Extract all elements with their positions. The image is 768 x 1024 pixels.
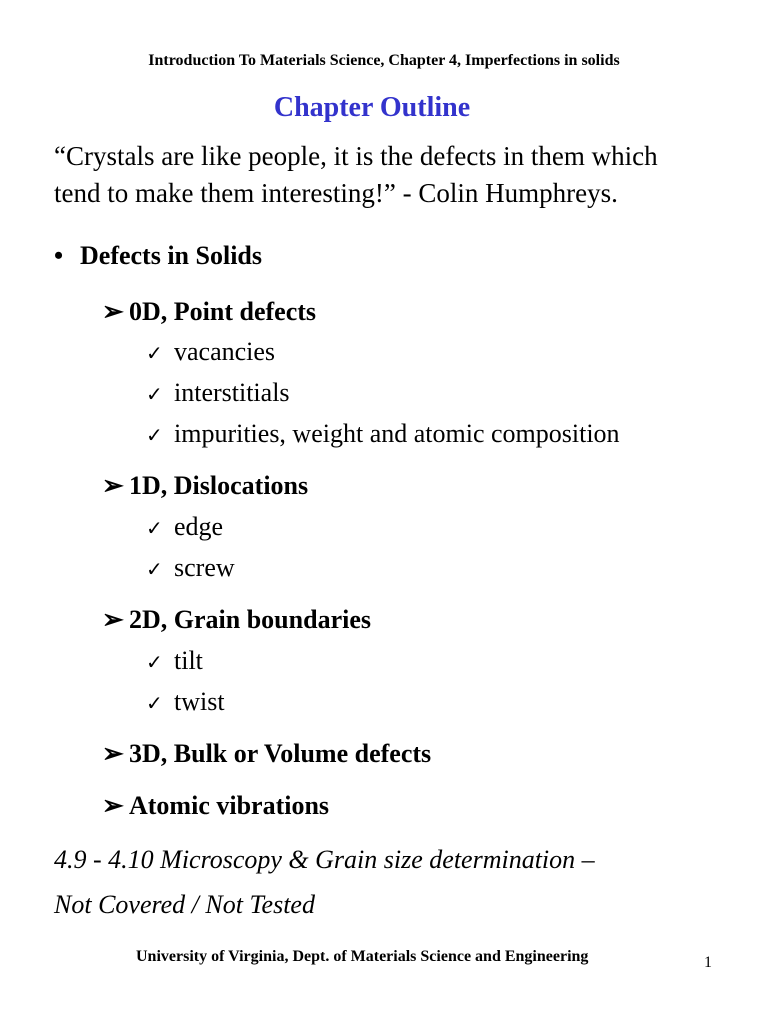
quote-line-1: “Crystals are like people, it is the defects in them which [54, 141, 658, 171]
list-item-label: impurities, weight and atomic composition [174, 419, 620, 448]
list-item-label: interstitials [174, 378, 290, 407]
list-item [146, 511, 223, 544]
list-item [146, 645, 203, 678]
page-title: Chapter Outline [273, 92, 471, 123]
quote [54, 138, 744, 212]
page-header: Introduction To Materials Science, Chapter 4, Imperfections in solids [148, 52, 620, 69]
section-3d [102, 738, 431, 770]
note-line-2: Not Covered / Not Tested [54, 890, 315, 919]
list-item [146, 336, 275, 369]
note-line-1: 4.9 - 4.10 Microscopy & Grain size determination – [54, 845, 595, 874]
checkmark-icon: ✓ [146, 423, 163, 447]
arrow-bullet-icon: ➢ [102, 791, 124, 820]
quote-line-2: tend to make them interesting!” - Colin Humphreys. [54, 178, 618, 208]
list-item [146, 418, 620, 451]
section-label: 2D, Grain boundaries [129, 605, 371, 634]
list-item-label: vacancies [174, 337, 276, 366]
section-label: Atomic vibrations [129, 791, 330, 820]
section-0d [102, 296, 316, 328]
section-2d [102, 604, 371, 636]
checkmark-icon: ✓ [146, 341, 163, 365]
list-item-label: screw [174, 553, 235, 582]
arrow-bullet-icon: ➢ [102, 739, 124, 768]
section-atomic-vibrations [102, 790, 329, 822]
bullet-defects-in-solids [54, 240, 262, 272]
checkmark-icon: ✓ [146, 557, 163, 581]
list-item [146, 377, 290, 410]
checkmark-icon: ✓ [146, 650, 163, 674]
bullet-icon: • [54, 241, 64, 270]
checkmark-icon: ✓ [146, 516, 163, 540]
list-item [146, 686, 225, 719]
section-label: 0D, Point defects [129, 297, 317, 326]
checkmark-icon: ✓ [146, 382, 163, 406]
list-item-label: tilt [174, 646, 203, 675]
checkmark-icon: ✓ [146, 691, 163, 715]
list-item-label: twist [174, 687, 225, 716]
arrow-bullet-icon: ➢ [102, 605, 124, 634]
section-label: 3D, Bulk or Volume defects [129, 739, 432, 768]
page-footer: University of Virginia, Dept. of Materials Science and Engineering [136, 948, 589, 965]
list-item-label: edge [174, 512, 224, 541]
section-label: 1D, Dislocations [129, 471, 309, 500]
list-item [146, 552, 235, 585]
arrow-bullet-icon: ➢ [102, 297, 124, 326]
bullet-label: Defects in Solids [80, 241, 262, 270]
section-1d [102, 470, 308, 502]
arrow-bullet-icon: ➢ [102, 471, 124, 500]
page-number: 1 [704, 954, 712, 971]
